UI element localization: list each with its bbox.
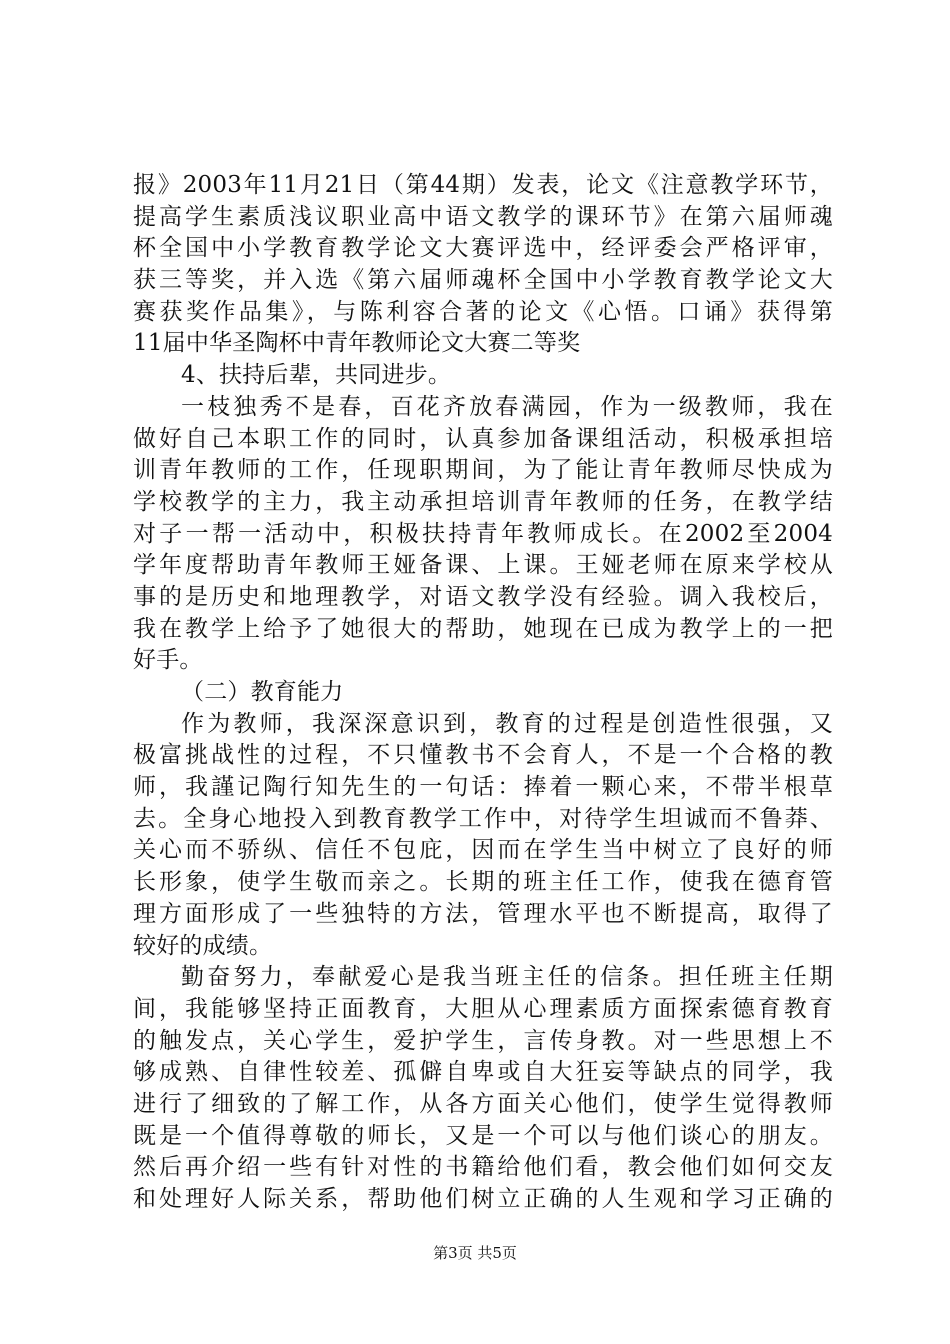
text-line: 关心而不骄纵、信任不包庇，因而在学生当中树立了良好的师 bbox=[133, 837, 833, 864]
section-heading: （二）教育能力 bbox=[181, 679, 344, 705]
text-line: 一枝独秀不是春，百花齐放春满园，作为一级教师，我在 bbox=[181, 393, 833, 420]
text-line: 赛获奖作品集》，与陈利容合著的论文《心悟。口诵》获得第 bbox=[133, 298, 833, 325]
text-line: 够成熟、自律性较差、孤僻自卑或自大狂妄等缺点的同学，我 bbox=[133, 1059, 833, 1086]
text-line: 较好的成绩。 bbox=[133, 932, 273, 959]
text-line: 报》2003年11月21日（第44期）发表，论文《注意教学环节， bbox=[133, 172, 833, 198]
text-line: 去。全身心地投入到教育教学工作中，对待学生坦诚而不鲁莽、 bbox=[133, 805, 833, 832]
text-line: 好手。 bbox=[133, 647, 203, 674]
text-line: 极富挑战性的过程，不只懂教书不会育人，不是一个合格的教 bbox=[133, 742, 833, 769]
text-line: 师，我謹记陶行知先生的一句话：捧着一颗心来，不带半根草 bbox=[133, 774, 833, 801]
text-line: 提高学生素质浅议职业高中语文教学的课环节》在第六届师魂 bbox=[133, 203, 833, 230]
text-line: 做好自己本职工作的同时，认真参加备课组活动，积极承担培 bbox=[133, 425, 833, 452]
section-heading: 4、扶持后辈，共同进步。 bbox=[181, 362, 452, 389]
text-line: 间，我能够坚持正面教育，大胆从心理素质方面探索德育教育 bbox=[133, 995, 833, 1022]
text-line: 11届中华圣陶杯中青年教师论文大赛二等奖 bbox=[133, 330, 581, 357]
document-body bbox=[133, 170, 833, 1216]
text-line: 学校教学的主力，我主动承担培训青年教师的任务，在教学结 bbox=[133, 488, 833, 515]
text-line: 理方面形成了一些独特的方法，管理水平也不断提高，取得了 bbox=[133, 900, 833, 927]
text-line: 既是一个值得尊敬的师长，又是一个可以与他们谈心的朋友。 bbox=[133, 1122, 833, 1149]
text-line: 获三等奖，并入选《第六届师魂杯全国中小学教育教学论文大 bbox=[133, 267, 833, 294]
text-line: 和处理好人际关系，帮助他们树立正确的人生观和学习正确的 bbox=[133, 1186, 833, 1212]
text-line: 勤奋努力，奉献爱心是我当班主任的信条。担任班主任期 bbox=[181, 964, 833, 991]
text-line: 对子一帮一活动中，积极扶持青年教师成长。在2002至2004 bbox=[133, 520, 833, 547]
page-number-footer: 第3页 共5页 bbox=[433, 1244, 517, 1262]
text-line: 杯全国中小学教育教学论文大赛评选中，经评委会严格评审， bbox=[133, 235, 833, 262]
text-line: 进行了细致的了解工作，从各方面关心他们，使学生觉得教师 bbox=[133, 1090, 833, 1117]
text-line: 的触发点，关心学生，爱护学生，言传身教。对一些思想上不 bbox=[133, 1027, 833, 1054]
text-line: 事的是历史和地理教学，对语文教学没有经验。调入我校后， bbox=[133, 583, 833, 610]
text-line: 作为教师，我深深意识到，教育的过程是创造性很强，又 bbox=[181, 710, 833, 737]
text-line: 我在教学上给予了她很大的帮助，她现在已成为教学上的一把 bbox=[133, 615, 833, 642]
text-line: 训青年教师的工作，任现职期间，为了能让青年教师尽快成为 bbox=[133, 457, 833, 484]
text-line: 长形象，使学生敬而亲之。长期的班主任工作，使我在德育管 bbox=[133, 869, 833, 896]
text-line: 然后再介绍一些有针对性的书籍给他们看，教会他们如何交友 bbox=[133, 1154, 833, 1181]
text-line: 学年度帮助青年教师王娅备课、上课。王娅老师在原来学校从 bbox=[133, 552, 833, 579]
